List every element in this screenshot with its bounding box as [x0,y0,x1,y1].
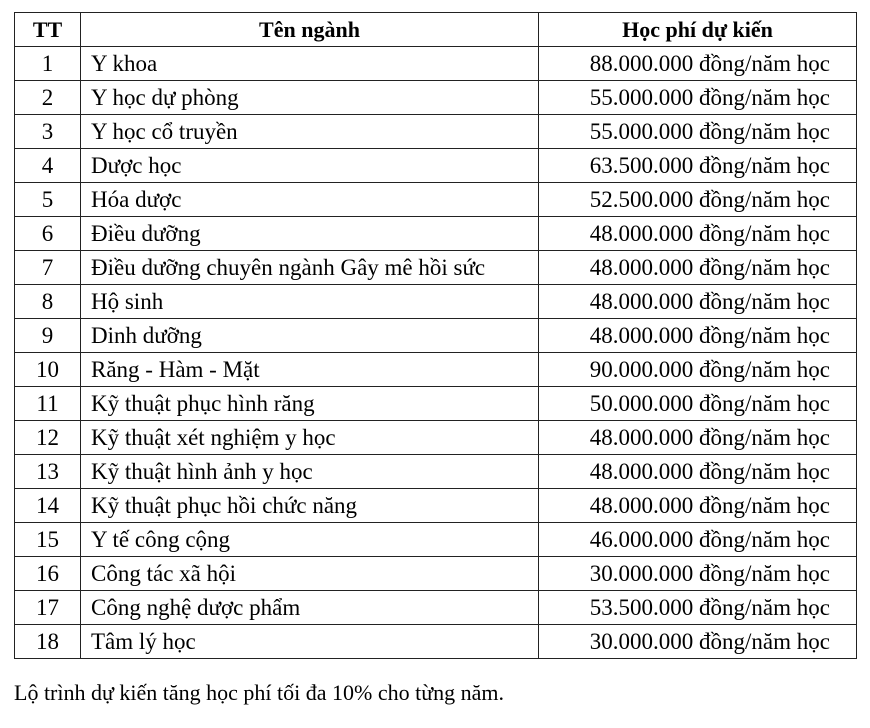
tuition-table [14,12,857,659]
row-number: 4 [15,149,81,183]
major-name: Dinh dưỡng [81,319,539,353]
row-number: 13 [15,455,81,489]
table-row [15,455,857,489]
expected-fee: 50.000.000 đồng/năm học [539,387,857,421]
row-number: 1 [15,47,81,81]
row-number: 14 [15,489,81,523]
major-name: Dược học [81,149,539,183]
expected-fee: 63.500.000 đồng/năm học [539,149,857,183]
expected-fee: 55.000.000 đồng/năm học [539,115,857,149]
major-name: Kỹ thuật xét nghiệm y học [81,421,539,455]
header-tt: TT [15,13,81,47]
table-row [15,557,857,591]
major-name: Kỹ thuật hình ảnh y học [81,455,539,489]
table-row [15,523,857,557]
major-name: Điều dưỡng [81,217,539,251]
row-number: 16 [15,557,81,591]
major-name: Điều dưỡng chuyên ngành Gây mê hồi sức [81,251,539,285]
major-name: Y học cổ truyền [81,115,539,149]
expected-fee: 52.500.000 đồng/năm học [539,183,857,217]
table-row [15,591,857,625]
major-name: Hóa dược [81,183,539,217]
table-row [15,217,857,251]
row-number: 5 [15,183,81,217]
table-row [15,183,857,217]
header-expected-fee: Học phí dự kiến [539,13,857,47]
table-row [15,387,857,421]
row-number: 15 [15,523,81,557]
expected-fee: 48.000.000 đồng/năm học [539,319,857,353]
table-body [15,47,857,659]
major-name: Y khoa [81,47,539,81]
table-row [15,47,857,81]
major-name: Kỹ thuật phục hình răng [81,387,539,421]
row-number: 18 [15,625,81,659]
row-number: 17 [15,591,81,625]
row-number: 12 [15,421,81,455]
major-name: Y học dự phòng [81,81,539,115]
table-row [15,625,857,659]
row-number: 3 [15,115,81,149]
row-number: 11 [15,387,81,421]
expected-fee: 48.000.000 đồng/năm học [539,251,857,285]
major-name: Kỹ thuật phục hồi chức năng [81,489,539,523]
footnote: Lộ trình dự kiến tăng học phí tối đa 10% cho từng năm. [14,680,505,705]
row-number: 6 [15,217,81,251]
expected-fee: 48.000.000 đồng/năm học [539,489,857,523]
table-row [15,115,857,149]
header-major-name: Tên ngành [81,13,539,47]
major-name: Công nghệ dược phẩm [81,591,539,625]
row-number: 8 [15,285,81,319]
expected-fee: 53.500.000 đồng/năm học [539,591,857,625]
expected-fee: 90.000.000 đồng/năm học [539,353,857,387]
table-row [15,81,857,115]
table-header-row [15,13,857,47]
expected-fee: 48.000.000 đồng/năm học [539,455,857,489]
table-row [15,353,857,387]
expected-fee: 88.000.000 đồng/năm học [539,47,857,81]
table-row [15,251,857,285]
major-name: Răng - Hàm - Mặt [81,353,539,387]
table-row [15,421,857,455]
row-number: 10 [15,353,81,387]
table-row [15,149,857,183]
expected-fee: 46.000.000 đồng/năm học [539,523,857,557]
row-number: 2 [15,81,81,115]
expected-fee: 48.000.000 đồng/năm học [539,285,857,319]
table-row [15,285,857,319]
table-row [15,489,857,523]
major-name: Hộ sinh [81,285,539,319]
expected-fee: 48.000.000 đồng/năm học [539,217,857,251]
row-number: 9 [15,319,81,353]
expected-fee: 48.000.000 đồng/năm học [539,421,857,455]
expected-fee: 30.000.000 đồng/năm học [539,625,857,659]
expected-fee: 55.000.000 đồng/năm học [539,81,857,115]
row-number: 7 [15,251,81,285]
expected-fee: 30.000.000 đồng/năm học [539,557,857,591]
major-name: Tâm lý học [81,625,539,659]
table-row [15,319,857,353]
major-name: Công tác xã hội [81,557,539,591]
major-name: Y tế công cộng [81,523,539,557]
